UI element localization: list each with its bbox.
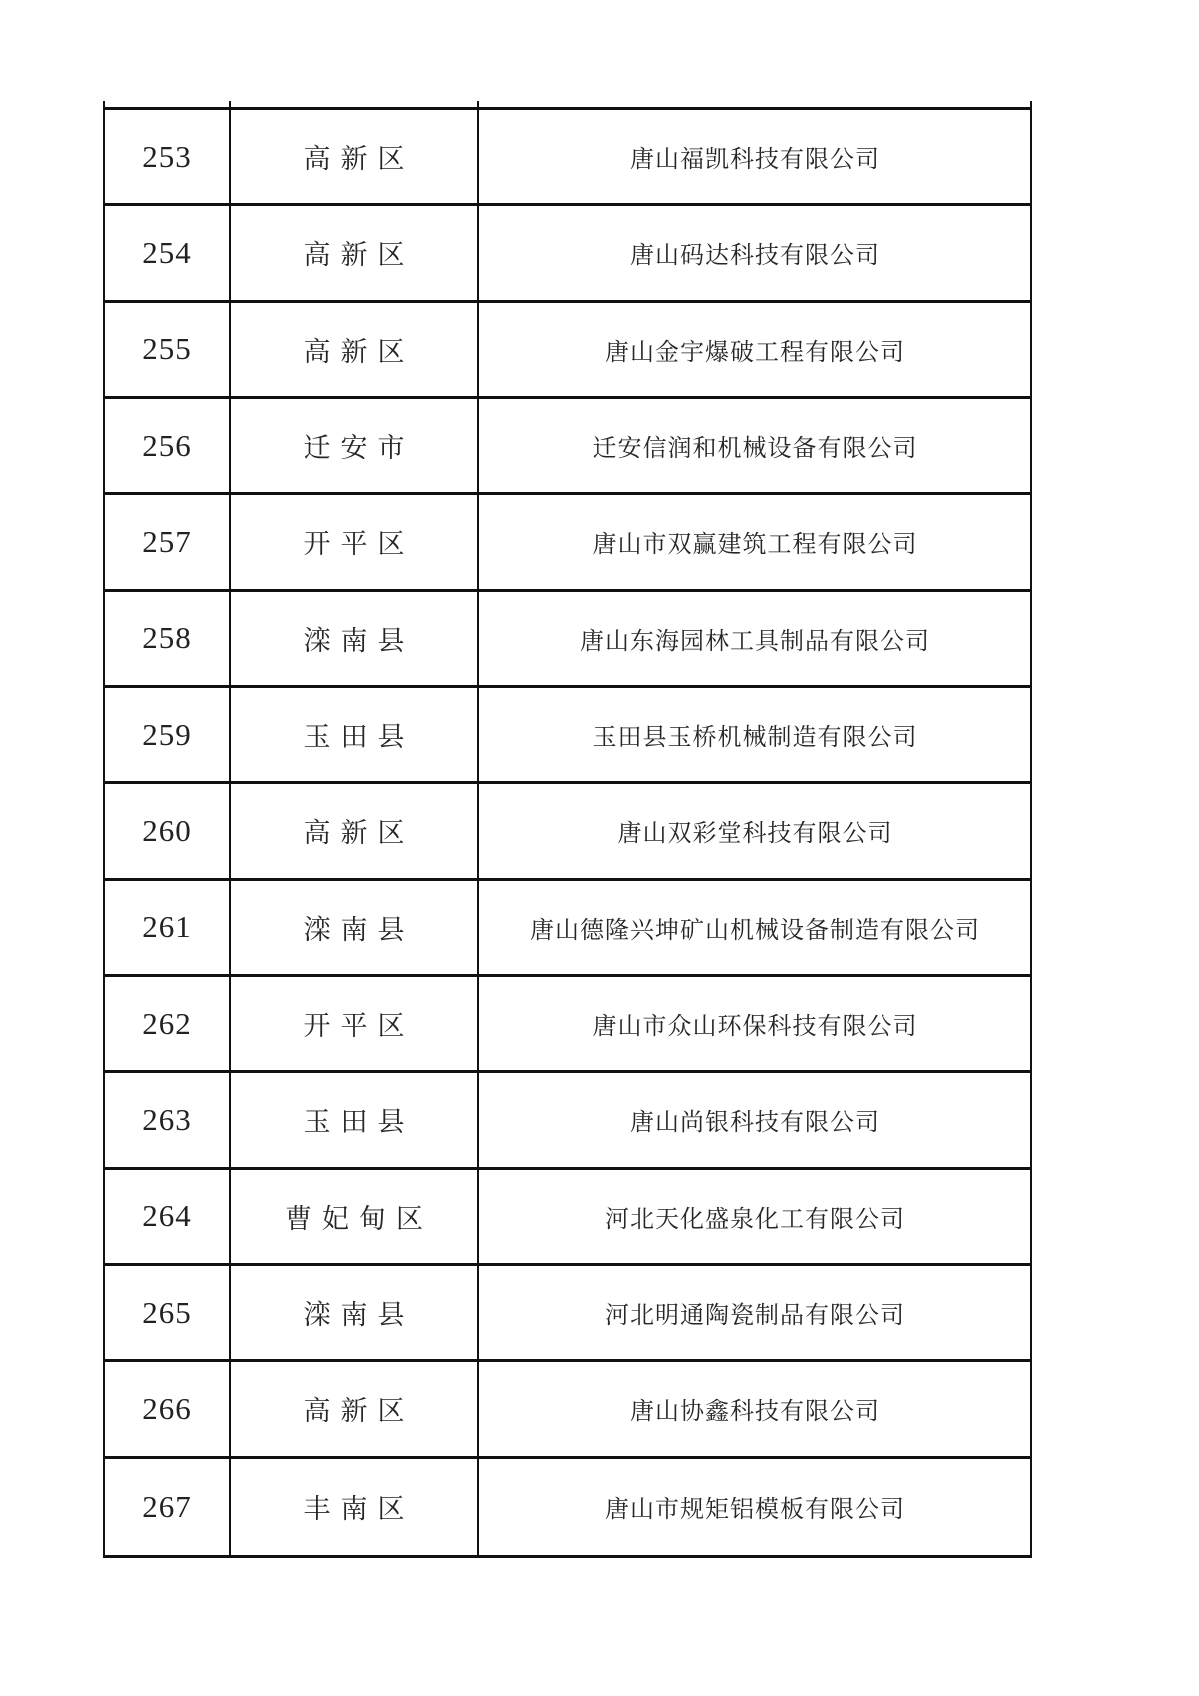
company-name-cell: 玉田县玉桥机械制造有限公司 bbox=[592, 725, 918, 752]
district-cell: 高新区 bbox=[231, 110, 479, 203]
district-cell: 开平区 bbox=[231, 495, 479, 588]
table-row bbox=[105, 1266, 1030, 1362]
table-row bbox=[105, 1073, 1030, 1169]
company-table bbox=[103, 107, 1032, 1558]
district-cell: 丰南区 bbox=[231, 1459, 479, 1555]
district-cell: 高新区 bbox=[231, 206, 479, 299]
company-name-cell: 唐山市双赢建筑工程有限公司 bbox=[592, 532, 918, 559]
table-row bbox=[105, 881, 1030, 977]
district-cell: 高新区 bbox=[231, 1362, 479, 1455]
row-number-cell: 255 bbox=[105, 303, 231, 396]
district-cell: 滦南县 bbox=[231, 592, 479, 685]
table-row bbox=[105, 688, 1030, 784]
row-number-cell: 257 bbox=[105, 495, 231, 588]
company-name-cell: 唐山市众山环保科技有限公司 bbox=[592, 1014, 918, 1041]
row-number-cell: 267 bbox=[105, 1459, 231, 1555]
table-row bbox=[105, 592, 1030, 688]
company-name-cell: 唐山尚银科技有限公司 bbox=[630, 1110, 880, 1137]
table-row bbox=[105, 1459, 1030, 1555]
district-cell: 玉田县 bbox=[231, 688, 479, 781]
company-name-cell: 唐山福凯科技有限公司 bbox=[630, 147, 880, 174]
district-cell: 开平区 bbox=[231, 977, 479, 1070]
company-name-cell: 唐山德隆兴坤矿山机械设备制造有限公司 bbox=[530, 917, 980, 944]
row-number-cell: 259 bbox=[105, 688, 231, 781]
company-name-cell: 唐山协鑫科技有限公司 bbox=[630, 1399, 880, 1426]
company-name-cell: 河北天化盛泉化工有限公司 bbox=[605, 1206, 905, 1233]
table-row bbox=[105, 399, 1030, 495]
district-cell: 滦南县 bbox=[231, 881, 479, 974]
row-number-cell: 261 bbox=[105, 881, 231, 974]
row-number-cell: 262 bbox=[105, 977, 231, 1070]
table-row bbox=[105, 1362, 1030, 1458]
row-number-cell: 260 bbox=[105, 784, 231, 877]
table-row bbox=[105, 303, 1030, 399]
row-number-cell: 256 bbox=[105, 399, 231, 492]
district-cell: 高新区 bbox=[231, 784, 479, 877]
district-cell: 迁安市 bbox=[231, 399, 479, 492]
table-row bbox=[105, 1170, 1030, 1266]
row-number-cell: 258 bbox=[105, 592, 231, 685]
company-name-cell: 河北明通陶瓷制品有限公司 bbox=[605, 1303, 905, 1330]
district-cell: 高新区 bbox=[231, 303, 479, 396]
company-name-cell: 唐山双彩堂科技有限公司 bbox=[617, 821, 893, 848]
row-number-cell: 254 bbox=[105, 206, 231, 299]
row-number-cell: 253 bbox=[105, 110, 231, 203]
row-number-cell: 266 bbox=[105, 1362, 231, 1455]
company-name-cell: 唐山码达科技有限公司 bbox=[630, 243, 880, 270]
company-name-cell: 唐山金宇爆破工程有限公司 bbox=[605, 339, 905, 366]
company-name-cell: 唐山东海园林工具制品有限公司 bbox=[580, 628, 930, 655]
row-number-cell: 264 bbox=[105, 1170, 231, 1263]
table-row bbox=[105, 977, 1030, 1073]
district-cell: 滦南县 bbox=[231, 1266, 479, 1359]
table-row bbox=[105, 784, 1030, 880]
table-row bbox=[105, 495, 1030, 591]
row-number-cell: 265 bbox=[105, 1266, 231, 1359]
row-number-cell: 263 bbox=[105, 1073, 231, 1166]
table-row bbox=[105, 110, 1030, 206]
company-name-cell: 迁安信润和机械设备有限公司 bbox=[592, 436, 918, 463]
district-cell: 曹妃甸区 bbox=[231, 1170, 479, 1263]
company-name-cell: 唐山市规矩铝模板有限公司 bbox=[605, 1497, 905, 1524]
district-cell: 玉田县 bbox=[231, 1073, 479, 1166]
table-row bbox=[105, 206, 1030, 302]
